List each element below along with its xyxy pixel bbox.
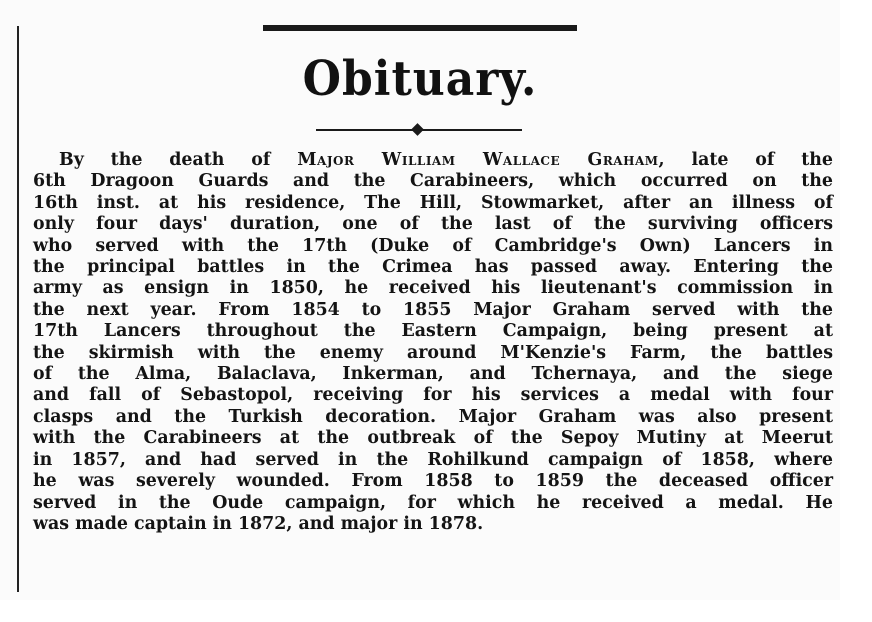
text-line: 17th Lancers throughout the Eastern Campaign, being present at	[33, 321, 833, 342]
text-line: was made captain in 1872, and major in 1878.	[33, 513, 484, 534]
header-double-rule	[263, 25, 577, 31]
text-line: 16th inst. at his residence, The Hill, Stowmarket, after an illness of	[33, 192, 833, 213]
text-line: of the Alma, Balaclava, Inkerman, and Tchernaya, and the siege	[33, 364, 833, 385]
text-line: in 1857, and had served in the Rohilkund campaign of 1858, where	[33, 449, 833, 470]
text-line: the skirmish with the enemy around M'Kenzie's Farm, the battles	[33, 342, 833, 363]
text-line: and fall of Sebastopol, receiving for his services a medal with four	[33, 385, 833, 406]
ornamental-divider	[316, 124, 522, 136]
text-segment: , late of the	[658, 150, 833, 170]
text-line: he was severely wounded. From 1858 to 1859 the deceased officer	[33, 471, 833, 492]
text-segment: By the death of	[59, 150, 298, 170]
text-line: 6th Dragoon Guards and the Carabineers, which occurred on the	[33, 171, 833, 192]
text-line: with the Carabineers at the outbreak of the Sepoy Mutiny at Meerut	[33, 428, 833, 449]
text-line: who served with the 17th (Duke of Cambridge's Own) Lancers in	[33, 235, 833, 256]
text-line: only four days' duration, one of the last of the surviving officers	[33, 214, 833, 235]
text-line: served in the Oude campaign, for which he received a medal. He	[33, 492, 833, 513]
deceased-name: Major William Wallace Graham	[297, 150, 659, 170]
column-rule	[17, 26, 19, 592]
text-line: the principal battles in the Crimea has passed away. Entering the	[33, 257, 833, 278]
text-line: clasps and the Turkish decoration. Major Graham was also present	[33, 406, 833, 427]
obituary-heading: Obituary.	[302, 51, 538, 108]
obituary-body	[33, 150, 833, 535]
divider-diamond-icon	[411, 123, 424, 136]
text-line: the next year. From 1854 to 1855 Major Graham served with the	[33, 299, 833, 320]
text-line: army as ensign in 1850, he received his lieutenant's commission in	[33, 278, 833, 299]
text-line	[33, 150, 833, 171]
